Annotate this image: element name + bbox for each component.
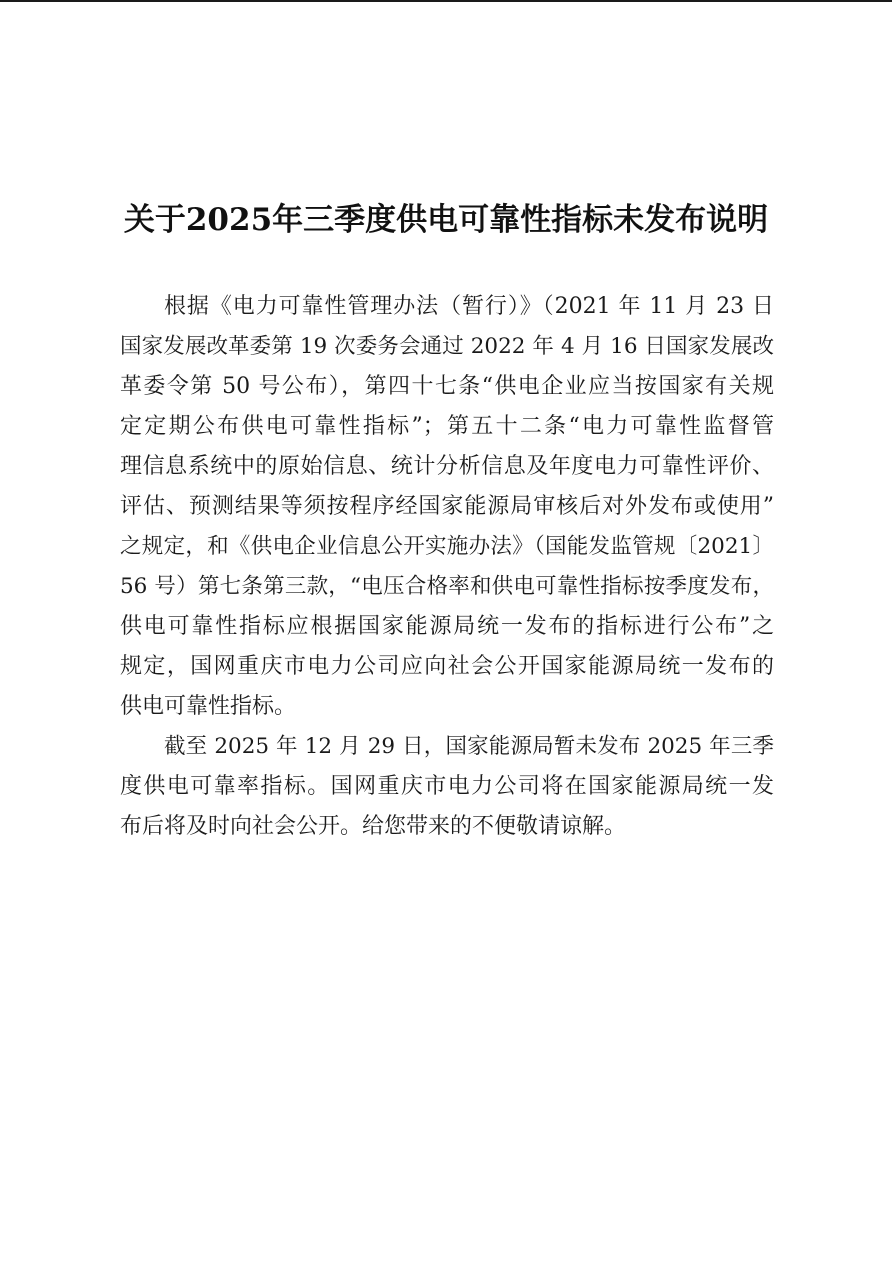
text-line: 国家发展改革委第 19 次委务会通过 2022 年 4 月 16 日国家发展改: [120, 334, 774, 359]
text-line: 供电可靠性指标应根据国家能源局统一发布的指标进行公布”之: [120, 614, 774, 639]
text-line: 规定，国网重庆市电力公司应向社会公开国家能源局统一发布的: [120, 654, 774, 679]
text-line: 评估、预测结果等须按程序经国家能源局审核后对外发布或使用”: [120, 494, 774, 519]
document-body: [120, 287, 774, 847]
text-line: 布后将及时向社会公开。给您带来的不便敬请谅解。: [120, 814, 627, 839]
paragraph-2: [120, 727, 774, 847]
text-line: 供电可靠性指标。: [120, 694, 297, 719]
text-line: 截至 2025 年 12 月 29 日，国家能源局暂未发布 2025 年三季: [164, 734, 774, 759]
document-title: 关于2025年三季度供电可靠性指标未发布说明: [123, 202, 769, 238]
text-line: 之规定，和《供电企业信息公开实施办法》（国能发监管规〔2021〕: [120, 534, 774, 559]
text-line: 定定期公布供电可靠性指标”；第五十二条“电力可靠性监督管: [120, 414, 774, 439]
text-line: 56 号）第七条第三款，“电压合格率和供电可靠性指标按季度发布，: [120, 574, 774, 599]
text-line: 度供电可靠率指标。国网重庆市电力公司将在国家能源局统一发: [120, 774, 774, 799]
text-line: 理信息系统中的原始信息、统计分析信息及年度电力可靠性评价、: [120, 454, 774, 479]
paragraph-1: [120, 287, 774, 727]
top-border-line: [0, 0, 892, 2]
text-line: 根据《电力可靠性管理办法（暂行）》（2021 年 11 月 23 日: [164, 294, 774, 319]
text-line: 革委令第 50 号公布），第四十七条“供电企业应当按国家有关规: [120, 374, 774, 399]
